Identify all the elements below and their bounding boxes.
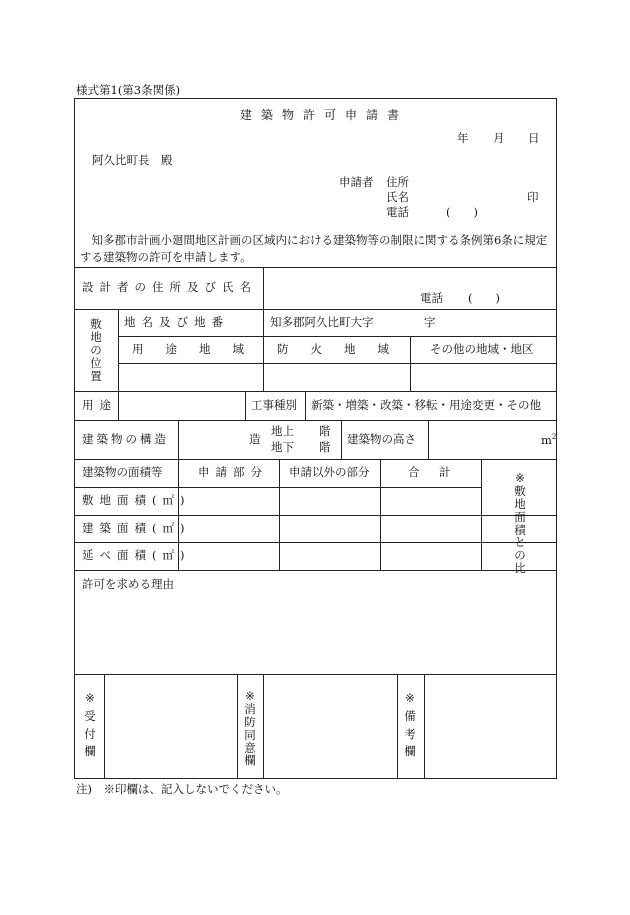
addressee: 阿久比町長 殿 bbox=[92, 153, 173, 167]
date-day: 日 bbox=[528, 131, 540, 145]
footnote: 注) ※印欄は、記入しないでください。 bbox=[76, 782, 288, 796]
rule bbox=[74, 674, 557, 675]
rule bbox=[245, 391, 246, 420]
rule bbox=[341, 420, 342, 459]
area-header-label: 建築物の面積等 bbox=[82, 465, 163, 479]
rule bbox=[380, 459, 381, 570]
designer-label: 設計者の住所及び氏名 bbox=[82, 280, 257, 294]
lot-value: 知多郡阿久比町大字 bbox=[270, 315, 374, 329]
structure-label: 建築物の構造 bbox=[82, 432, 169, 446]
rule bbox=[397, 674, 398, 779]
row-total-floor-area: 延べ面積(㎡) bbox=[82, 548, 191, 562]
col-other: 申請以外の部分 bbox=[289, 465, 370, 479]
date-month: 月 bbox=[493, 131, 505, 145]
rule bbox=[74, 309, 557, 310]
rule bbox=[74, 459, 557, 460]
work-type-label: 工事種別 bbox=[251, 398, 297, 412]
applicant-label: 申請者 bbox=[339, 175, 374, 189]
use-label: 用途 bbox=[82, 398, 117, 412]
rule bbox=[279, 459, 280, 570]
rule bbox=[118, 391, 119, 420]
height-label: 建築物の高さ bbox=[347, 432, 416, 446]
rule bbox=[74, 267, 557, 268]
form-title: 建築物許可申請書 bbox=[240, 108, 409, 122]
col-applied: 申請部分 bbox=[198, 465, 268, 479]
reason-label: 許可を求める理由 bbox=[82, 577, 174, 591]
structure-zo: 造 bbox=[249, 432, 261, 446]
applicant-address-label: 住所 bbox=[386, 175, 409, 189]
rule bbox=[74, 420, 557, 421]
rule bbox=[424, 674, 425, 779]
site-location-label: 敷 地 の 位 置 bbox=[90, 317, 102, 383]
rule bbox=[74, 487, 481, 488]
designer-phone-parens: ( ) bbox=[468, 291, 500, 305]
rule bbox=[428, 420, 429, 459]
applicant-phone-label: 電話 bbox=[386, 205, 409, 219]
rule bbox=[118, 309, 119, 391]
lot-label: 地名及び地番 bbox=[124, 315, 229, 329]
reception-box-label: ※ 受 付 欄 bbox=[84, 691, 96, 759]
aza-mark: 字 bbox=[424, 315, 436, 329]
fire-consent-box-label: ※ 消 防 同 意 欄 bbox=[244, 689, 256, 768]
rule bbox=[118, 336, 557, 337]
rule bbox=[263, 267, 264, 309]
rule bbox=[74, 391, 557, 392]
rule bbox=[305, 391, 306, 420]
col-ratio: ※ 敷 地 面 積 と の 比 bbox=[514, 471, 526, 576]
rule bbox=[237, 674, 238, 779]
floors-below-unit: 階 bbox=[319, 440, 331, 454]
floors-above-unit: 階 bbox=[319, 424, 331, 438]
row-building-area: 建築面積(㎡) bbox=[82, 521, 191, 535]
other-zone-label: その他の地域・地区 bbox=[430, 342, 534, 356]
rule bbox=[263, 674, 264, 779]
date-year: 年 bbox=[457, 131, 469, 145]
work-type-options: 新築・増築・改築・移転・用途変更・その他 bbox=[311, 398, 541, 412]
use-zone-label: 用途地域 bbox=[132, 342, 266, 356]
fire-zone-label: 防火地域 bbox=[277, 342, 411, 356]
seal-mark: 印 bbox=[527, 190, 539, 204]
rule bbox=[481, 459, 482, 570]
applicant-phone-parens: ( ) bbox=[446, 205, 478, 219]
rule bbox=[104, 674, 105, 779]
remarks-box-label: ※ 備 考 欄 bbox=[404, 691, 416, 759]
col-total: 合 計 bbox=[408, 465, 455, 479]
designer-phone-label: 電話 bbox=[420, 291, 443, 305]
applicant-name-label: 氏名 bbox=[386, 190, 409, 204]
application-notice: 知多郡市計画小廻間地区計画の区域内における建築物等の制限に関する条例第6条に規定する建築物の許可を申請します。 bbox=[80, 233, 548, 264]
rule bbox=[118, 363, 557, 364]
form-number: 様式第1(第3条関係) bbox=[76, 83, 181, 97]
row-site-area: 敷地面積(㎡) bbox=[82, 493, 191, 507]
height-unit: $m^2$ bbox=[541, 432, 557, 447]
floors-below-label: 地下 bbox=[271, 440, 294, 454]
floors-above-label: 地上 bbox=[271, 424, 294, 438]
